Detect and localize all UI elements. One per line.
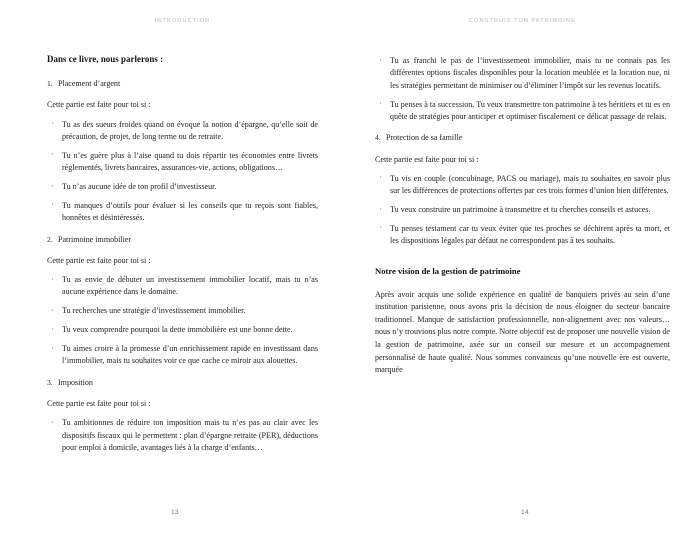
list-item <box>47 417 318 454</box>
bullet-dot-icon: · <box>379 99 382 109</box>
list-item <box>47 150 318 175</box>
section-group-3 <box>47 377 318 455</box>
list-item <box>375 223 670 248</box>
bullet-dot-icon: · <box>51 150 54 160</box>
bullet-dot-icon: · <box>379 204 382 214</box>
list-item <box>47 305 318 317</box>
list-item <box>47 274 318 299</box>
list-item-text: Tu n’as aucune idée de ton profil d’investisseur. <box>62 181 217 191</box>
section-number-4: 4. <box>375 133 381 143</box>
section-group-1 <box>47 78 318 225</box>
bullet-dot-icon: · <box>51 200 54 210</box>
bullet-dot-icon: · <box>379 223 382 233</box>
list-item-text: Tu manques d’outils pour évaluer si les conseils que tu reçois sont fiables, honnêtes et désintéressés. <box>62 200 318 223</box>
vision-paragraph: Après avoir acquis une solide expérience en qualité de banquiers privés au sein d’une institution parisienne, nous avons pris la décision de nous éloigner du secteur bancaire traditionnel. Manque de satisfaction professionnelle, non-alignement avec nos valeurs… nous n’y trouvions plus notre compte. Notre objectif est de proposer une nouvelle vision de la gestion de patrimoine, axée sur un conseil sur mesure et un accompagnement personnalisé de haute qualité. Nous sommes convaincus qu’une nouvelle ère est ouverte, marquée <box>375 289 670 375</box>
section-heading-4 <box>375 132 670 144</box>
list-item-text: Tu as des sueurs froides quand on évoque la notion d’épargne, qu’elle soit de précaution, de projet, de long terme ou de retraite. <box>62 119 318 141</box>
bullet-dot-icon: · <box>51 324 54 334</box>
list-item-text: Tu recherches une stratégie d’investissement immobilier. <box>62 306 246 316</box>
bullet-dot-icon: · <box>51 305 54 315</box>
bullet-list-1 <box>47 119 318 225</box>
lead-in-4: Cette partie est faite pour toi si : <box>375 154 479 164</box>
list-item-text: Tu penses testament car tu veux éviter que tes proches se déchirent après ta mort, et les dispositions légales par défaut ne correspondent pas à tes souhaits. <box>390 223 670 246</box>
section-heading-1 <box>47 78 318 90</box>
list-item <box>47 119 318 144</box>
list-item <box>47 181 318 193</box>
bullet-dot-icon: · <box>51 343 54 353</box>
bullet-dot-icon: · <box>51 181 54 191</box>
list-item <box>47 324 318 336</box>
running-head-left: INTRODUCTION <box>154 18 211 24</box>
list-item-text: Tu veux construire un patrimoine à transmettre et tu cherches conseils et astuces. <box>390 205 651 214</box>
section-heading-label-4: Protection de sa famille <box>386 133 463 143</box>
vision-section-title: Notre vision de la gestion de patrimoine <box>375 265 521 276</box>
section-number-1: 1. <box>47 79 53 88</box>
bullet-list-continued <box>375 55 670 123</box>
section-heading-label-1: Placement d’argent <box>58 79 121 88</box>
section-number-2: 2. <box>47 234 53 244</box>
left-page-content <box>47 53 318 454</box>
section-heading-3 <box>47 377 318 389</box>
lead-in-3: Cette partie est faite pour toi si : <box>47 398 151 408</box>
list-item-text: Tu aimes croire à la promesse d’un enrichissement rapide en investissant dans l’immobilier, mais tu souhaites voir ce que cache ce miroir aux alouettes. <box>62 343 318 366</box>
bullet-dot-icon: · <box>51 417 54 427</box>
section-group-2 <box>47 234 318 368</box>
list-item <box>47 200 318 225</box>
bullet-dot-icon: · <box>379 173 382 183</box>
page-title: Dans ce livre, nous parlerons : <box>47 54 164 64</box>
list-item-text: Tu vis en couple (concubinage, PACS ou mariage), mais tu souhaites en savoir plus sur les différences de protections offertes par ces trois formes d’union bien différentes. <box>390 173 670 196</box>
right-page <box>350 0 700 538</box>
list-item <box>47 343 318 368</box>
list-item <box>375 99 670 124</box>
list-item-text: Tu n’es guère plus à l’aise quand tu dois répartir tes économies entre livrets réglementés, livrets bancaires, assurances-vie, actions, obligations… <box>62 150 318 173</box>
running-head-right: CONSTRUIS TON PATRIMOINE <box>469 18 576 24</box>
list-item-text: Tu veux comprendre pourquoi la dette immobilière est une bonne dette. <box>62 325 293 335</box>
lead-in-1: Cette partie est faite pour toi si : <box>47 100 151 110</box>
right-page-content <box>375 55 670 377</box>
bullet-dot-icon: · <box>51 274 54 284</box>
list-item-text: Tu as franchi le pas de l’investissement immobilier, mais tu ne connais pas les différentes options fiscales disponibles pour la location meublée et la location nue, ni les stratégies permettant de minimiser ou d’éliminer l’impôt sur les revenus locatifs. <box>390 56 670 90</box>
page-number-right: 14 <box>521 509 529 516</box>
section-heading-label-3: Imposition <box>58 377 93 387</box>
section-group-4 <box>375 132 670 247</box>
list-item <box>375 173 670 198</box>
bullet-list-3 <box>47 417 318 454</box>
list-item-text: Tu as envie de débuter un investissement immobilier locatif, mais tu n’as aucune expérience dans le domaine. <box>62 275 318 297</box>
list-item <box>375 204 670 216</box>
section-heading-2 <box>47 234 318 246</box>
bullet-list-4 <box>375 173 670 248</box>
bullet-list-2 <box>47 274 318 368</box>
section-number-3: 3. <box>47 377 53 387</box>
lead-in-2: Cette partie est faite pour toi si : <box>47 255 151 265</box>
page-number-left: 13 <box>171 509 179 516</box>
bullet-dot-icon: · <box>51 119 54 129</box>
list-item <box>375 55 670 92</box>
bullet-dot-icon: · <box>379 55 382 65</box>
list-item-text: Tu penses à ta succession. Tu veux transmettre ton patrimoine à tes héritiers et tu es en quête de stratégies pour anticiper et optimiser fiscalement ce délicat passage de relais. <box>390 99 670 121</box>
list-item-text: Tu ambitionnes de réduire ton imposition mais tu n’es pas au clair avec les dispositifs fiscaux qui le permettent : plan d’épargne retraite (PER), déductions pour emploi à domicile, avantages liés à la charge d’enfants… <box>62 418 318 452</box>
section-heading-label-2: Patrimoine immobilier <box>58 234 132 244</box>
